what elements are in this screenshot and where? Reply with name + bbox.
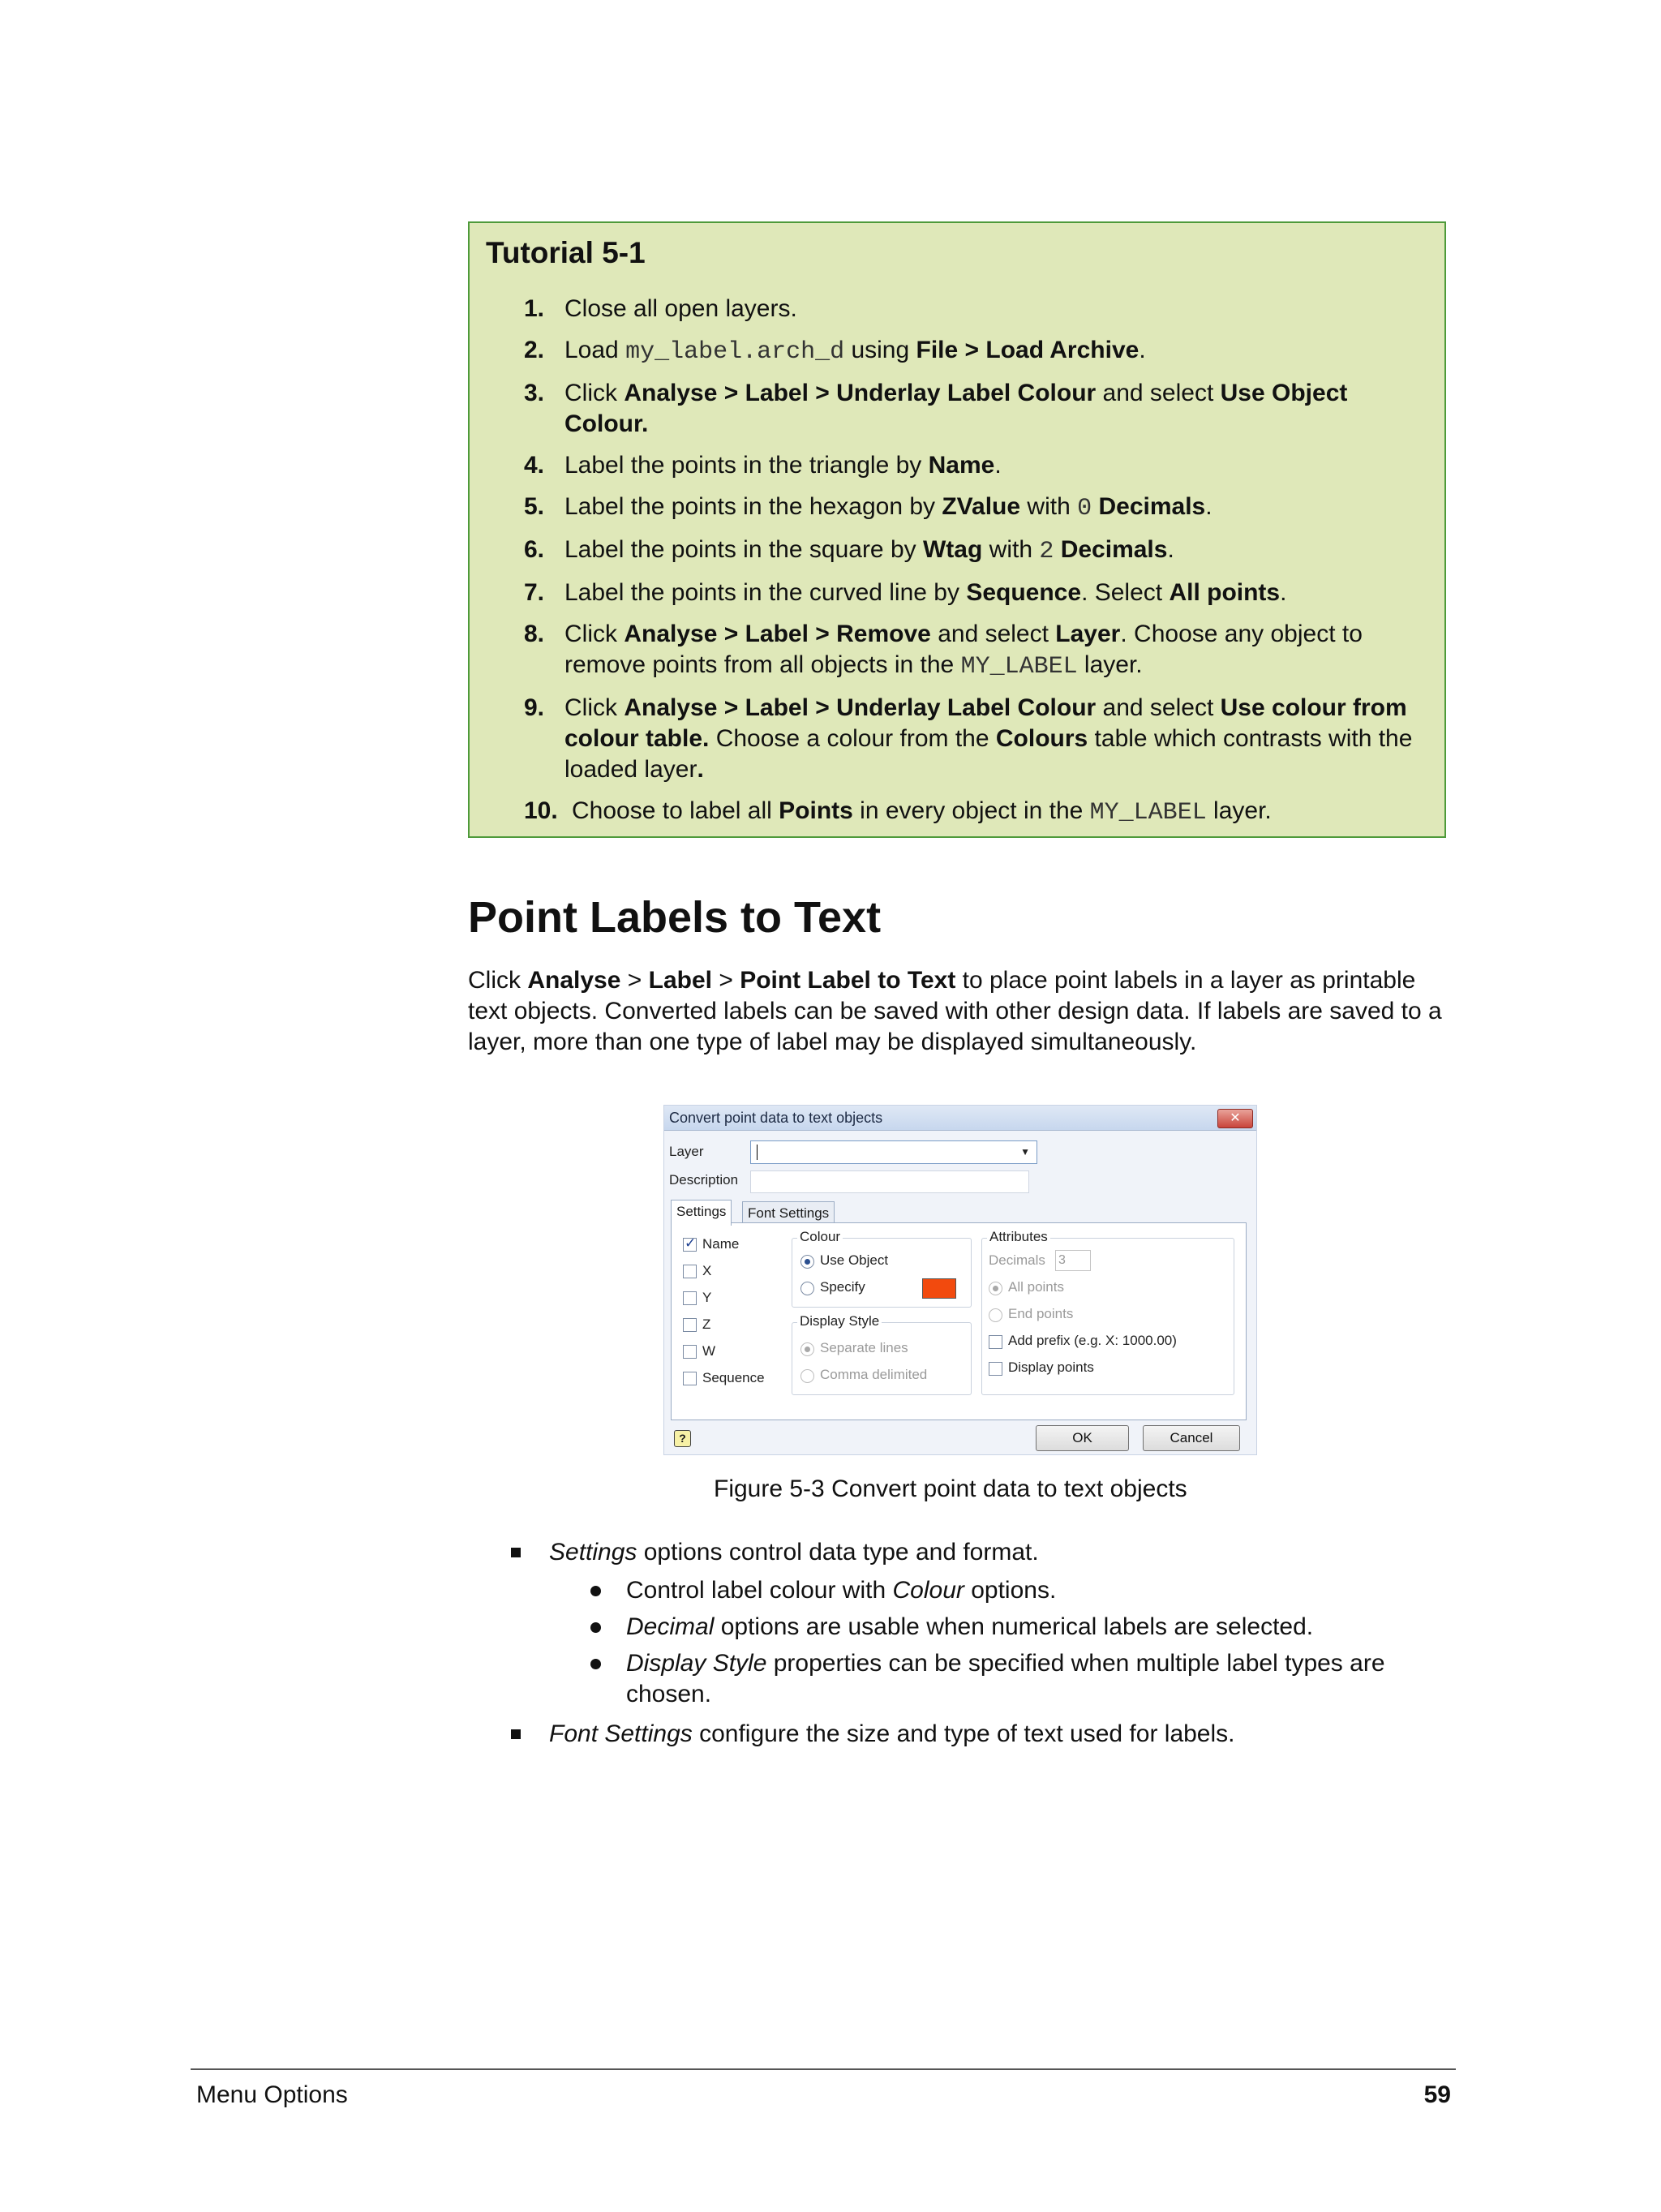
all-points-label: All points xyxy=(1008,1279,1064,1295)
text-run: MY_LABEL xyxy=(1089,799,1207,827)
step-number: 9. xyxy=(524,694,545,721)
text-run: Analyse > Label > Underlay Label Colour xyxy=(624,694,1097,721)
text-run: . xyxy=(994,452,1002,479)
tutorial-box xyxy=(468,221,1446,838)
chevron-down-icon: ▼ xyxy=(1020,1146,1030,1158)
add-prefix-label: Add prefix (e.g. X: 1000.00) xyxy=(1008,1333,1177,1348)
decimal-subbullet xyxy=(626,1612,1449,1643)
text-run: ZValue xyxy=(942,493,1021,520)
text-run: Use Object Colour. xyxy=(564,380,1348,437)
step-text xyxy=(564,536,1174,563)
text-run: Sequence xyxy=(966,579,1082,606)
round-bullet-icon xyxy=(590,1622,601,1633)
text-run: 0 xyxy=(1077,495,1092,522)
round-bullet-icon xyxy=(590,1659,601,1669)
tutorial-title: Tutorial 5-1 xyxy=(486,236,646,269)
text-run: Control label colour with xyxy=(626,1577,893,1604)
text-run: > xyxy=(711,967,740,994)
text-run: using xyxy=(844,337,916,363)
colour-subbullet xyxy=(626,1575,1449,1606)
font-settings-bullet xyxy=(549,1719,1449,1750)
tutorial-step xyxy=(470,619,1444,682)
text-run: Name xyxy=(928,452,995,479)
tutorial-step xyxy=(470,378,1444,440)
footer-divider xyxy=(191,2068,1456,2070)
text-run: Click xyxy=(564,694,624,721)
text-run: Click xyxy=(564,621,624,647)
tutorial-step xyxy=(470,294,1444,324)
text-run: and select xyxy=(930,621,1056,647)
layer-dropdown[interactable] xyxy=(750,1140,1037,1164)
tutorial-step xyxy=(470,578,1444,608)
tutorial-step xyxy=(470,492,1444,524)
sequence-checkbox-label: Sequence xyxy=(702,1370,765,1385)
decimals-label: Decimals xyxy=(989,1252,1045,1268)
end-points-label: End points xyxy=(1008,1306,1074,1321)
text-run: Choose to label all xyxy=(572,797,779,824)
round-bullet-icon xyxy=(590,1586,601,1596)
text-run: Colours xyxy=(995,725,1088,752)
text-run: Wtag xyxy=(922,536,983,563)
text-run: MY_LABEL xyxy=(960,653,1078,681)
settings-bullet xyxy=(549,1537,1449,1568)
description-field[interactable] xyxy=(750,1170,1029,1193)
tutorial-step xyxy=(470,335,1444,367)
sequence-checkbox[interactable] xyxy=(683,1372,697,1385)
x-checkbox[interactable] xyxy=(683,1265,697,1278)
description-label: Description xyxy=(669,1172,739,1188)
decimals-field[interactable]: 3 xyxy=(1055,1250,1091,1271)
text-run: options are usable when numerical labels are selected. xyxy=(714,1613,1314,1640)
name-checkbox[interactable] xyxy=(683,1238,697,1252)
step-number: 10. xyxy=(524,797,558,824)
text-run: File > Load Archive xyxy=(916,337,1140,363)
colour-group-title: Colour xyxy=(797,1229,843,1245)
text-run: . Choose any object to remove points from all objects in the xyxy=(564,621,1363,678)
y-checkbox[interactable] xyxy=(683,1291,697,1305)
text-run: Click xyxy=(564,380,624,406)
step-text xyxy=(564,621,1363,681)
z-checkbox[interactable] xyxy=(683,1318,697,1332)
comma-delimited-radio[interactable] xyxy=(800,1369,814,1383)
separate-lines-radio[interactable] xyxy=(800,1342,814,1356)
tutorial-step xyxy=(470,450,1444,481)
text-run: Label the points in the square by xyxy=(564,536,923,563)
text-run: layer. xyxy=(1206,797,1272,824)
text-run: Font Settings xyxy=(549,1720,693,1747)
text-run: and select xyxy=(1096,694,1221,721)
tutorial-step xyxy=(470,535,1444,567)
text-run: Analyse > Label > Underlay Label Colour xyxy=(624,380,1097,406)
text-run: Display Style xyxy=(626,1650,767,1677)
tutorial-step xyxy=(470,796,1444,828)
text-run: Analyse > Label > Remove xyxy=(624,621,931,647)
text-run: > xyxy=(620,967,649,994)
text-run: Close all open layers. xyxy=(564,295,797,322)
text-run: Decimals xyxy=(1098,493,1206,520)
text-run: Label the points in the triangle by xyxy=(564,452,929,479)
step-text xyxy=(564,380,1347,437)
text-run: options control data type and format. xyxy=(637,1539,1039,1566)
text-run: Points xyxy=(779,797,853,824)
specify-label: Specify xyxy=(820,1279,865,1295)
colour-group xyxy=(792,1229,972,1308)
use-object-radio[interactable] xyxy=(800,1255,814,1269)
footer-section-name: Menu Options xyxy=(196,2081,348,2108)
figure-caption: Figure 5-3 Convert point data to text objects xyxy=(714,1475,1187,1502)
w-checkbox-label: W xyxy=(702,1343,716,1359)
text-run: to place point labels in a layer as printable text objects. Converted labels can be saved with other design data. If labels are saved to a layer, more than one type of label may be displayed simultaneously. xyxy=(468,967,1442,1055)
attributes-title: Attributes xyxy=(987,1229,1050,1245)
separate-lines-label: Separate lines xyxy=(820,1340,908,1355)
display-style-group xyxy=(792,1313,972,1395)
text-run: options. xyxy=(964,1577,1057,1604)
text-run: . xyxy=(697,756,704,783)
step-number: 3. xyxy=(524,380,545,406)
text-run: . Select xyxy=(1081,579,1170,606)
display-points-checkbox[interactable] xyxy=(989,1362,1002,1376)
text-run: . xyxy=(1280,579,1287,606)
text-run: Label the points in the curved line by xyxy=(564,579,967,606)
w-checkbox[interactable] xyxy=(683,1345,697,1359)
text-run: Point Label to Text xyxy=(740,967,956,994)
tab-settings[interactable]: Settings xyxy=(671,1200,732,1226)
comma-delimited-label: Comma delimited xyxy=(820,1367,928,1382)
text-run: and select xyxy=(1096,380,1221,406)
step-text xyxy=(564,493,1212,520)
text-run: Load xyxy=(564,337,626,363)
layer-label: Layer xyxy=(669,1144,704,1159)
cancel-button[interactable]: Cancel xyxy=(1143,1425,1240,1451)
text-run: . xyxy=(1205,493,1212,520)
display-style-title: Display Style xyxy=(797,1313,882,1329)
step-number: 4. xyxy=(524,452,545,479)
z-checkbox-label: Z xyxy=(702,1316,711,1332)
step-number: 7. xyxy=(524,579,545,606)
step-text xyxy=(564,579,1286,606)
text-run: . xyxy=(1167,536,1174,563)
text-run: my_label.arch_d xyxy=(625,338,845,366)
attributes-group xyxy=(981,1229,1234,1395)
text-run: Decimals xyxy=(1060,536,1168,563)
text-run xyxy=(1054,536,1060,563)
text-run: in every object in the xyxy=(852,797,1090,824)
text-run: layer. xyxy=(1077,651,1143,678)
specify-radio[interactable] xyxy=(800,1282,814,1295)
close-icon[interactable]: ✕ xyxy=(1217,1109,1253,1128)
text-run: Analyse xyxy=(527,967,621,994)
text-cursor xyxy=(757,1145,758,1160)
tutorial-step xyxy=(470,693,1444,785)
text-run: Settings xyxy=(549,1539,637,1566)
text-run: Colour xyxy=(892,1577,964,1604)
text-run: Label the points in the hexagon by xyxy=(564,493,942,520)
end-points-radio[interactable] xyxy=(989,1308,1002,1322)
text-run: Choose a colour from the xyxy=(709,725,996,752)
text-run: Layer xyxy=(1055,621,1121,647)
y-checkbox-label: Y xyxy=(702,1290,712,1305)
dialog-title: Convert point data to text objects xyxy=(669,1110,883,1126)
text-run: with xyxy=(982,536,1040,563)
use-object-label: Use Object xyxy=(820,1252,889,1268)
step-number: 2. xyxy=(524,337,545,363)
square-bullet-icon xyxy=(511,1729,521,1739)
text-run: . xyxy=(1139,337,1146,363)
text-run: configure the size and type of text used for labels. xyxy=(692,1720,1235,1747)
step-text xyxy=(564,337,1146,366)
intro-paragraph xyxy=(468,965,1449,1058)
text-run: All points xyxy=(1169,579,1281,606)
text-run: table which contrasts with the loaded layer xyxy=(564,725,1413,783)
help-icon[interactable]: ? xyxy=(674,1430,691,1447)
text-run: properties can be specified when multiple label types are chosen. xyxy=(626,1650,1385,1707)
tab-font-settings[interactable]: Font Settings xyxy=(742,1201,835,1226)
step-text xyxy=(572,797,1272,827)
all-points-radio[interactable] xyxy=(989,1282,1002,1295)
add-prefix-checkbox[interactable] xyxy=(989,1335,1002,1349)
section-heading: Point Labels to Text xyxy=(468,893,882,942)
step-number: 6. xyxy=(524,536,545,563)
step-number: 1. xyxy=(524,295,545,322)
text-run: Decimal xyxy=(626,1613,715,1640)
ok-button[interactable]: OK xyxy=(1036,1425,1129,1451)
text-run: 2 xyxy=(1039,538,1054,565)
text-run: Label xyxy=(648,967,712,994)
dialog-titlebar xyxy=(664,1106,1256,1131)
settings-panel xyxy=(671,1222,1247,1420)
text-run: with xyxy=(1020,493,1078,520)
colour-swatch[interactable] xyxy=(922,1278,956,1299)
tutorial-steps xyxy=(470,294,1444,839)
display-points-label: Display points xyxy=(1008,1359,1094,1375)
step-number: 5. xyxy=(524,493,545,520)
x-checkbox-label: X xyxy=(702,1263,712,1278)
text-run: Use colour from colour table. xyxy=(564,694,1407,752)
display-style-subbullet xyxy=(626,1648,1437,1710)
text-run: Click xyxy=(468,967,528,994)
step-text xyxy=(564,295,797,322)
page-number: 59 xyxy=(1423,2081,1451,2108)
convert-dialog-screenshot xyxy=(663,1105,1257,1455)
step-text xyxy=(564,694,1412,783)
square-bullet-icon xyxy=(511,1548,521,1557)
name-checkbox-label: Name xyxy=(702,1236,740,1252)
step-text xyxy=(564,452,1002,479)
step-number: 8. xyxy=(524,621,545,647)
